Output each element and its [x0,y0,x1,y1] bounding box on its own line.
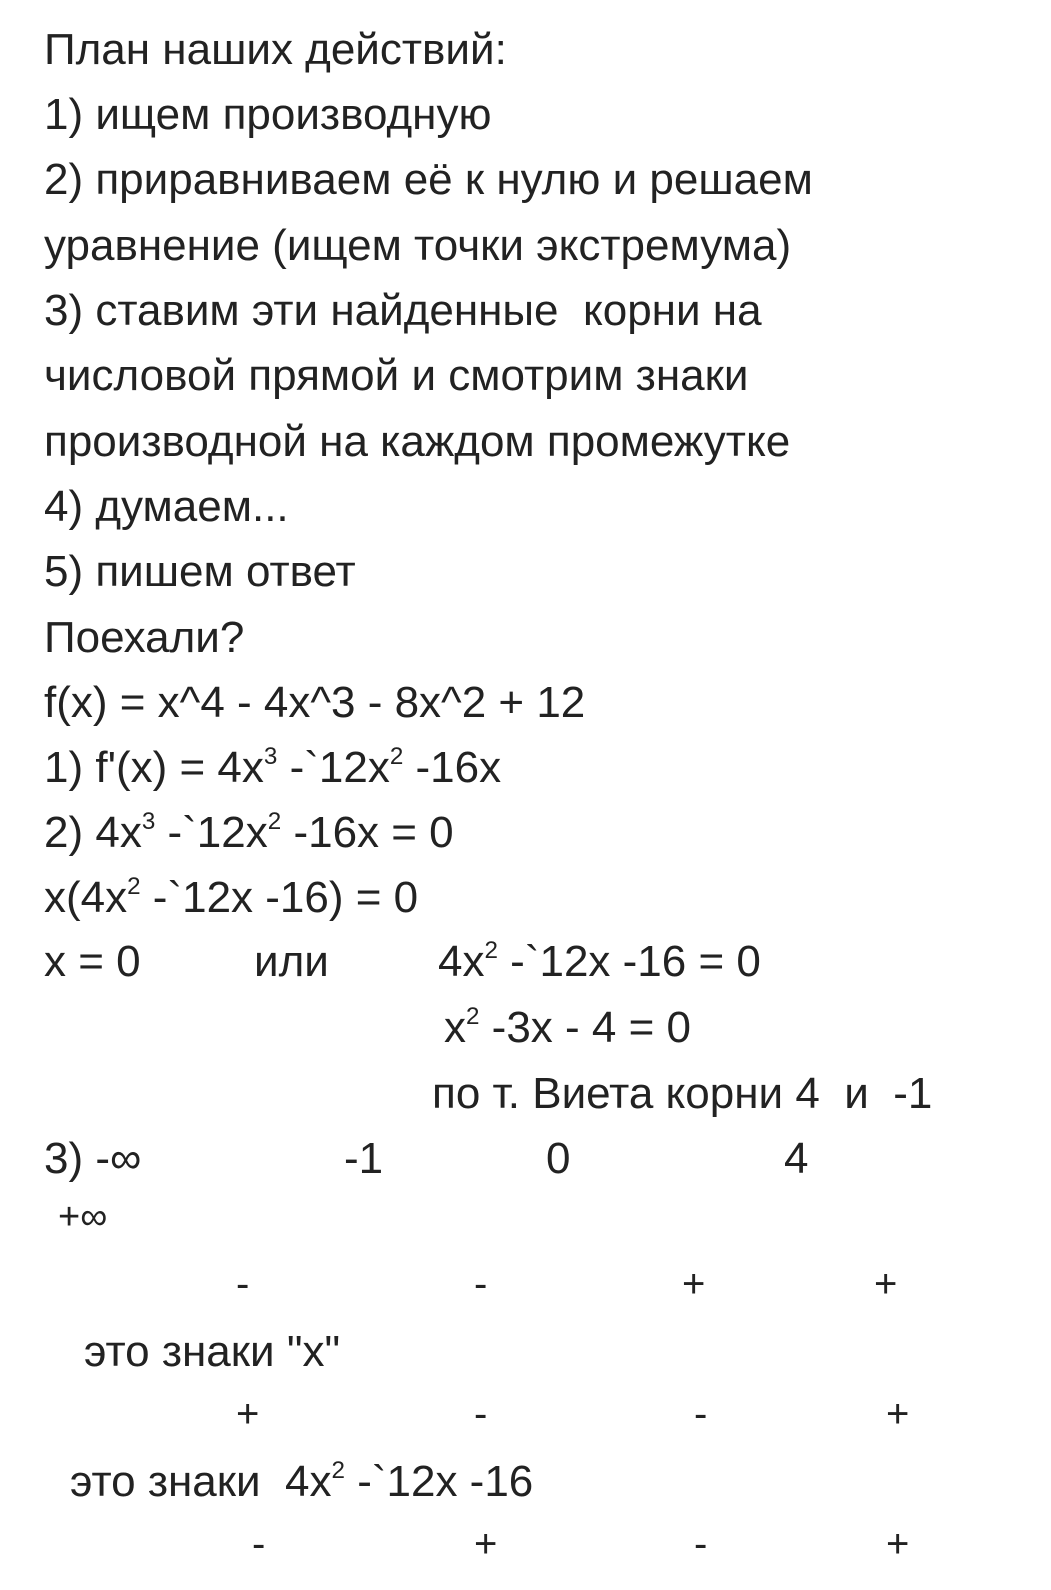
function-definition: f(x) = x^4 - 4x^3 - 8x^2 + 12 [44,678,586,727]
reduced-suffix: -3x - 4 = 0 [479,1003,691,1052]
go-question: Поехали? [44,613,245,662]
number-line-point-2: 0 [546,1134,571,1183]
derivative-exp-2: 2 [389,742,404,770]
factored-line [44,872,419,922]
x-sign-1: - [236,1262,250,1306]
derivative-line [44,742,502,792]
plan-step-1: 1) ищем производную [44,90,492,139]
x-sign-2: - [474,1262,488,1306]
number-line-label: 3) -∞ [44,1134,142,1183]
deriv-sign-4: + [886,1522,910,1566]
plan-step-3-line-1: 3) ставим эти найденные корни на [44,286,762,335]
quad-sign-1: + [236,1392,260,1436]
deriv-sign-2: + [474,1522,498,1566]
equation-mid: -`12x [155,808,268,857]
x-sign-4: + [874,1262,898,1306]
number-line-point-1: -1 [344,1134,384,1183]
equation-exp-2: 2 [267,807,282,835]
equation-suffix: -16x = 0 [281,808,454,857]
deriv-sign-1: - [252,1522,266,1566]
equation-line [44,807,454,857]
plan-step-3-line-3: производной на каждом промежутке [44,417,791,466]
reduced-equation [444,1002,691,1052]
root-zero: x = 0 [44,937,141,986]
x-sign-3: + [682,1262,706,1306]
derivative-exp-1: 3 [263,742,278,770]
plan-step-2-line-1: 2) приравниваем её к нулю и решаем [44,155,813,204]
or-word: или [254,937,329,986]
quad-caption-suffix: -`12x -16 [344,1457,534,1506]
number-line-point-3: 4 [784,1134,809,1183]
quad-caption-exp: 2 [331,1456,345,1484]
quad-sign-2: - [474,1392,488,1436]
plan-step-4: 4) думаем... [44,482,289,531]
quadratic-prefix: 4x [438,937,485,986]
quad-sign-3: - [694,1392,708,1436]
vieta-roots: по т. Виета корни 4 и -1 [432,1069,933,1118]
derivative-suffix: -16x [403,743,502,792]
x-signs-caption: это знаки "x" [84,1327,341,1376]
plan-step-5: 5) пишем ответ [44,547,356,596]
plus-infinity: +∞ [58,1196,108,1238]
derivative-prefix: 1) f'(x) = 4x [44,743,264,792]
deriv-sign-3: - [694,1522,708,1566]
quadratic-suffix: -`12x -16 = 0 [497,937,761,986]
plan-step-3-line-2: числовой прямой и смотрим знаки [44,351,749,400]
reduced-exp: 2 [466,1002,480,1030]
factored-prefix: x(4x [44,873,128,922]
derivative-mid: -`12x [277,743,390,792]
factored-exp: 2 [127,872,141,900]
equation-prefix: 2) 4x [44,808,142,857]
reduced-prefix: x [444,1003,466,1052]
plan-step-2-line-2: уравнение (ищем точки экстремума) [44,221,792,270]
factored-suffix: -`12x -16) = 0 [140,873,419,922]
quadratic-equation [438,936,761,986]
quadratic-exp: 2 [484,936,498,964]
quad-caption-prefix: это знаки 4x [70,1457,332,1506]
quad-signs-caption [70,1456,534,1506]
quad-sign-4: + [886,1392,910,1436]
equation-exp-1: 3 [141,807,156,835]
plan-title: План наших действий: [44,25,507,74]
